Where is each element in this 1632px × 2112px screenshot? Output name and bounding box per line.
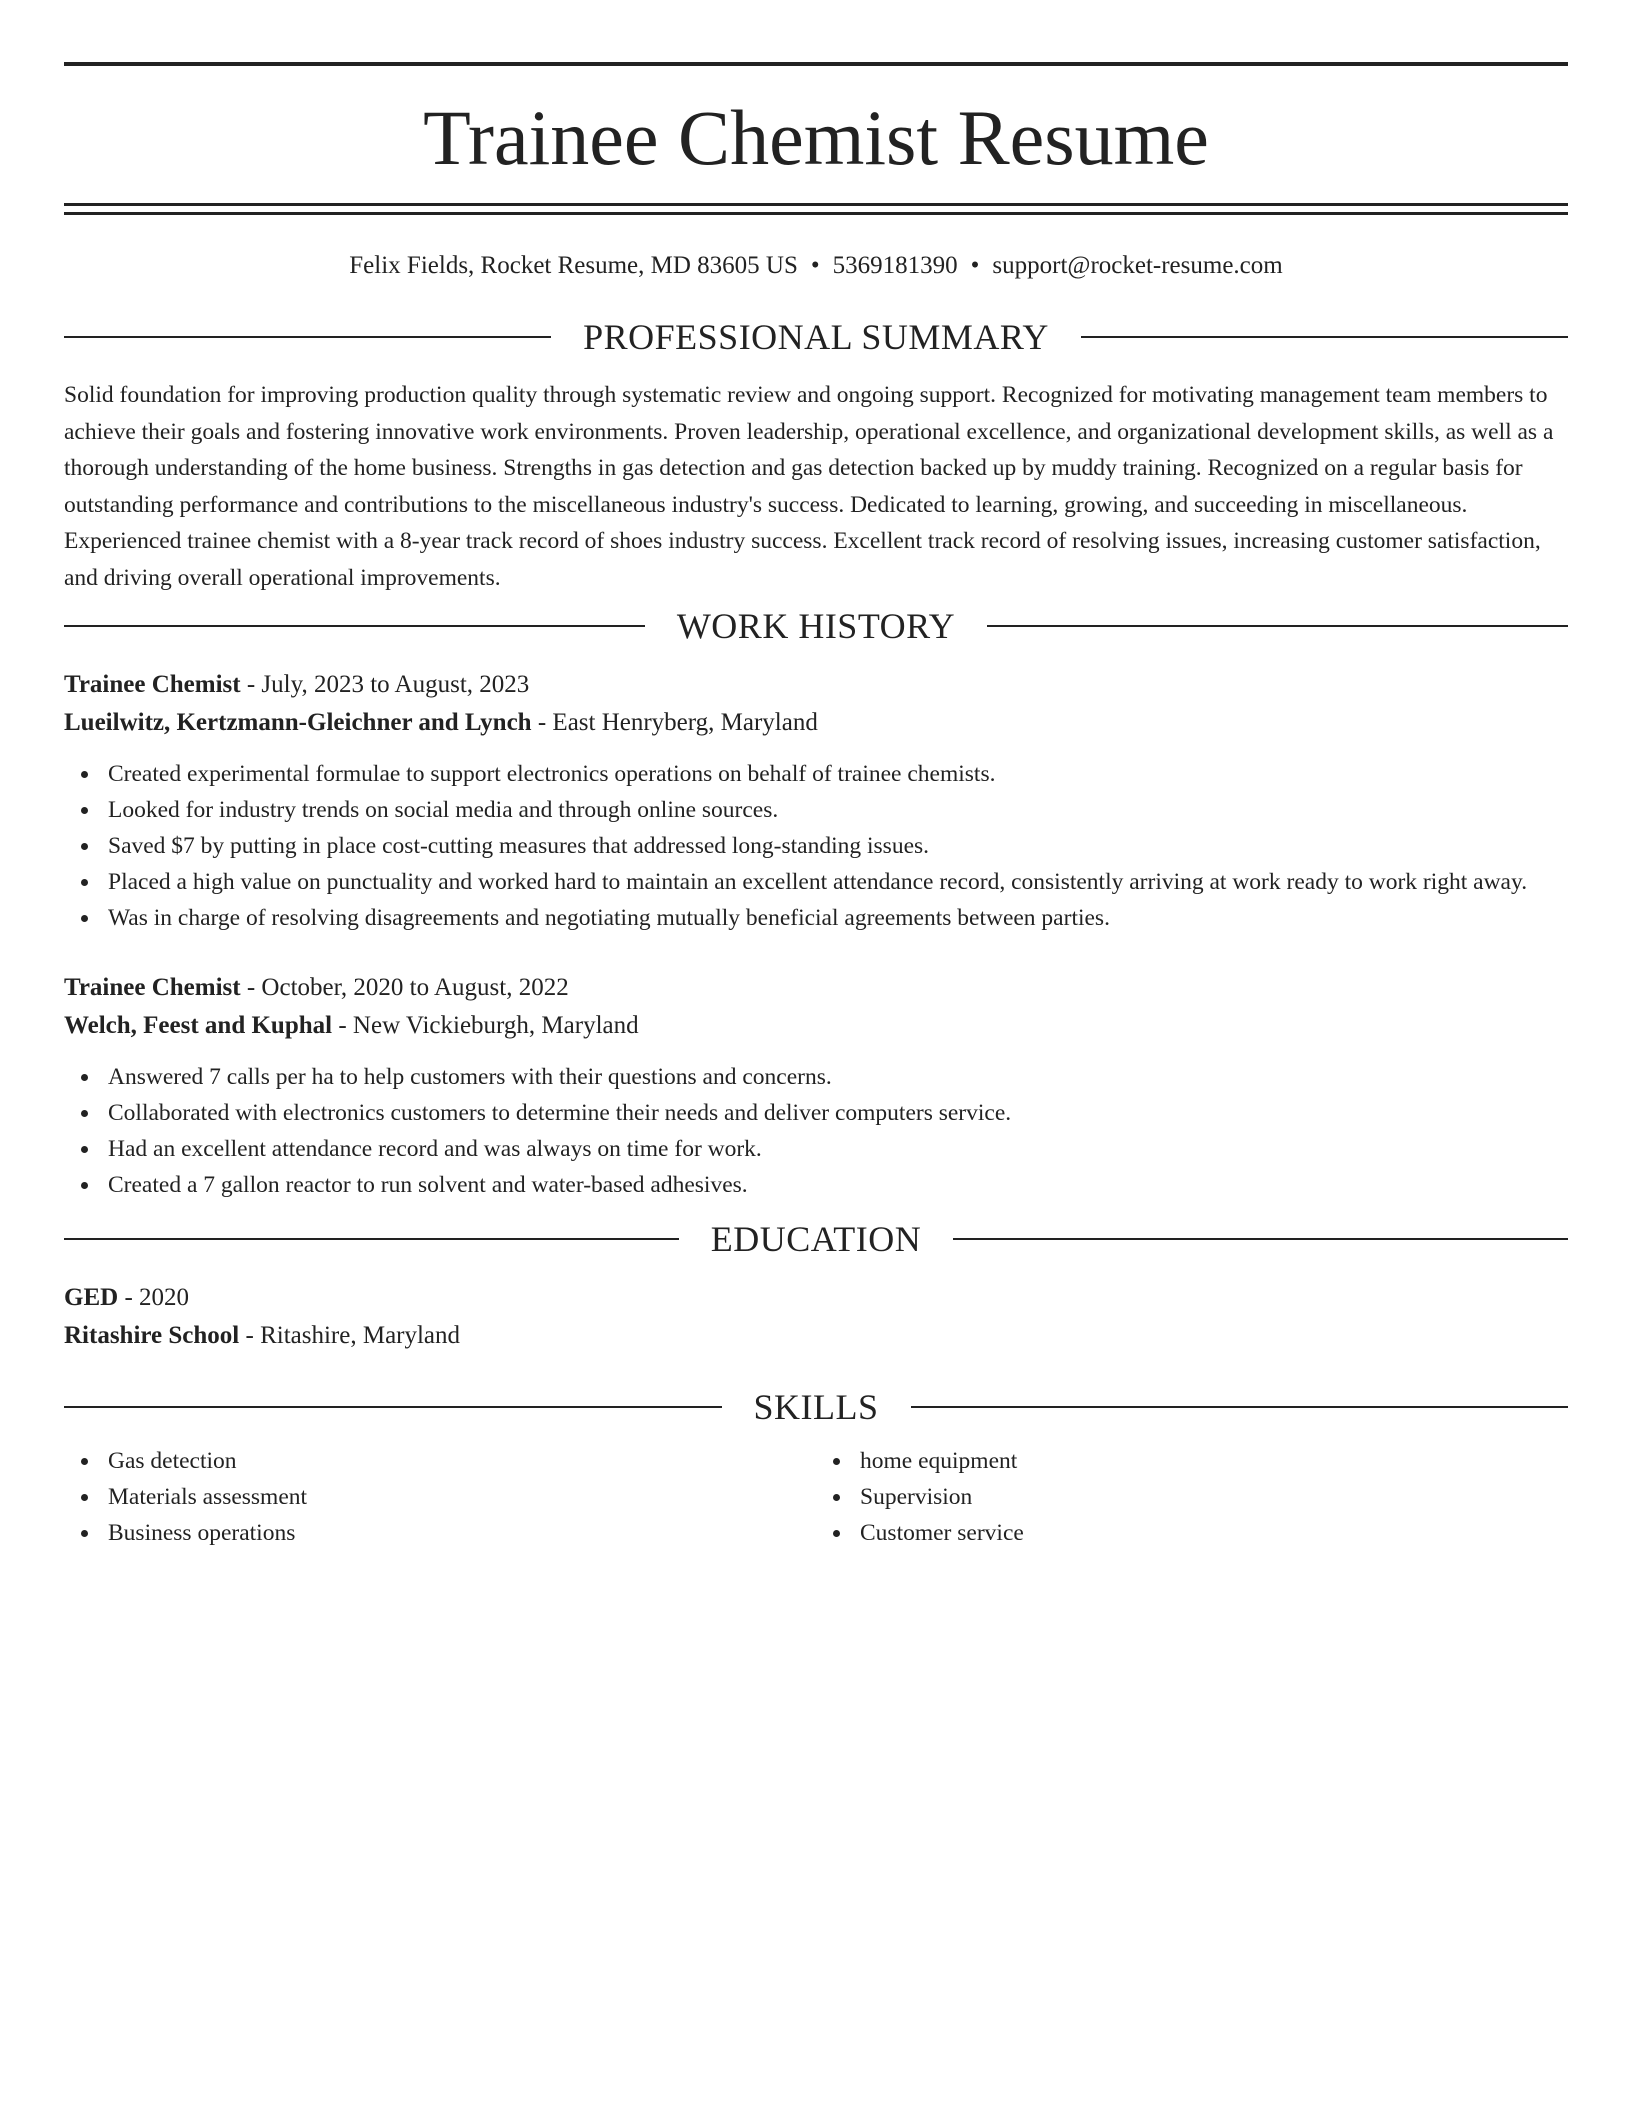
heading-rule (64, 625, 645, 627)
heading-rule (953, 1238, 1568, 1240)
education-entry (64, 1279, 1568, 1355)
education-heading: EDUCATION (710, 1219, 922, 1259)
job-title-line (64, 666, 1568, 704)
skill-item: home equipment (860, 1443, 1568, 1479)
education-section-heading (64, 1221, 1568, 1257)
list-item: Created a 7 gallon reactor to run solvent and water-based adhesives. (108, 1167, 1568, 1203)
contact-separator: • (970, 252, 980, 279)
job-location: - New Vickieburgh, Maryland (332, 1012, 639, 1039)
list-item: Looked for industry trends on social media and through online sources. (108, 792, 1568, 828)
job-location: - East Henryberg, Maryland (531, 709, 818, 736)
heading-rule (1081, 336, 1568, 338)
education-location: - Ritashire, Maryland (239, 1322, 461, 1349)
list-item: Was in charge of resolving disagreements and negotiating mutually beneficial agreements between parties. (108, 900, 1568, 936)
list-item: Had an excellent attendance record and was always on time for work. (108, 1131, 1568, 1167)
job-entry (64, 666, 1568, 936)
list-item: Placed a high value on punctuality and worked hard to maintain an excellent attendance record, consistently arriving at work ready to work right away. (108, 864, 1568, 900)
job-dates: - October, 2020 to August, 2022 (240, 974, 569, 1001)
job-company-line (64, 1007, 1568, 1045)
education-degree: GED (64, 1284, 119, 1311)
summary-text: Solid foundation for improving production quality through systematic review and ongoing support. Recognized for motivating management team members to achieve their goals and fostering innovative work environments. Proven leadership, operational excellence, and organizational development skills, as well as a thorough understanding of the home business. Strengths in gas detection and gas detection backed up by muddy training. Recognized on a regular basis for outstanding performance and contributions to the miscellaneous industry's success. Dedicated to learning, growing, and succeeding in miscellaneous. Experienced trainee chemist with a 8-year track record of shoes industry success. Excellent track record of resolving issues, increasing customer satisfaction, and driving overall operational improvements. (64, 382, 1554, 591)
skills-heading: SKILLS (753, 1387, 879, 1427)
job-entry (64, 969, 1568, 1203)
education-degree-line (64, 1279, 1568, 1317)
job-bullets (64, 756, 1568, 936)
skill-item: Supervision (860, 1479, 1568, 1515)
skills-grid (64, 1443, 1568, 1551)
job-title: Trainee Chemist (64, 974, 241, 1001)
skill-item: Materials assessment (108, 1479, 816, 1515)
education-school-line (64, 1317, 1568, 1355)
top-rule (64, 62, 1568, 66)
job-company: Welch, Feest and Kuphal (64, 1012, 333, 1039)
heading-rule (987, 625, 1568, 627)
job-company: Lueilwitz, Kertzmann-Gleichner and Lynch (64, 709, 532, 736)
education-school: Ritashire School (64, 1322, 240, 1349)
skill-item: Gas detection (108, 1443, 816, 1479)
skills-section-heading (64, 1389, 1568, 1425)
job-title-line (64, 969, 1568, 1007)
summary-heading: PROFESSIONAL SUMMARY (583, 317, 1049, 357)
skills-list-left (64, 1443, 816, 1551)
summary-section-heading (64, 319, 1568, 355)
work-section-heading (64, 608, 1568, 644)
heading-rule (64, 336, 551, 338)
list-item: Created experimental formulae to support electronics operations on behalf of trainee chemists. (108, 756, 1568, 792)
skill-item: Customer service (860, 1515, 1568, 1551)
resume-title: Trainee Chemist Resume (423, 94, 1209, 181)
job-company-line (64, 704, 1568, 742)
list-item: Answered 7 calls per ha to help customers with their questions and concerns. (108, 1059, 1568, 1095)
job-bullets (64, 1059, 1568, 1203)
contact-phone: 5369181390 (832, 252, 958, 279)
contact-email: support@rocket-resume.com (992, 252, 1283, 279)
contact-line (64, 249, 1568, 283)
list-item: Saved $7 by putting in place cost-cutting measures that addressed long-standing issues. (108, 828, 1568, 864)
title-double-rule (64, 203, 1568, 215)
skills-list-right (816, 1443, 1568, 1551)
heading-rule (911, 1406, 1569, 1408)
contact-separator: • (810, 252, 820, 279)
contact-address: Felix Fields, Rocket Resume, MD 83605 US (349, 252, 798, 279)
heading-rule (64, 1238, 679, 1240)
job-title: Trainee Chemist (64, 671, 241, 698)
work-heading: WORK HISTORY (676, 606, 956, 646)
list-item: Collaborated with electronics customers to determine their needs and deliver computers service. (108, 1095, 1568, 1131)
job-dates: - July, 2023 to August, 2023 (240, 671, 530, 698)
heading-rule (64, 1406, 722, 1408)
education-year: - 2020 (118, 1284, 190, 1311)
skill-item: Business operations (108, 1515, 816, 1551)
